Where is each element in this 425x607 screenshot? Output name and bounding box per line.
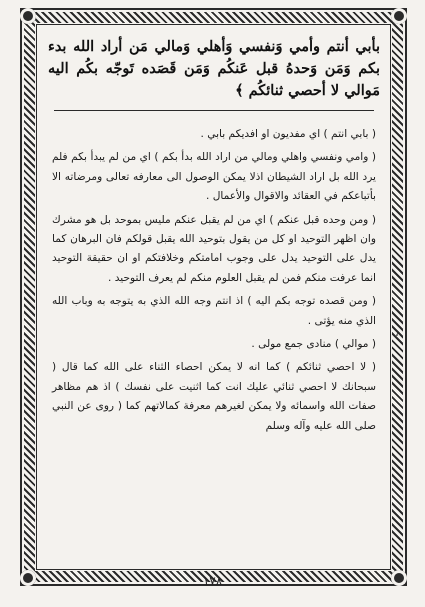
- section-divider: [54, 110, 374, 111]
- page-content: [48, 36, 380, 440]
- commentary-paragraph: ( وامي ونفسي واهلي ومالي من اراد الله بدأ بكم ) اي من لم يبدأ بكم فلم يرد الله بل اراد الشيطان اذلا يمكن الوصول الى معارفه تعالى ومرضاته الا بأتباعكم في العقائد والاقوال والأعمال .: [52, 151, 376, 203]
- commentary-paragraph: ( ومن وحده قبل عنكم ) اي من لم يقبل عنكم مليس بموحد بل هو مشرك وان اظهر التوحيد او كل من يقول بتوحيد الله يقبل قولكم فان البرهان كما يدل على التوحيد يدل على وجوب امامتكم وخلافتكم او ان حقيقة التوحيد انما عرفت منكم فمن لم يقبل العلوم منكم لم يعرف التوحيد .: [52, 213, 376, 284]
- corner-ornament-top-right: [391, 8, 407, 24]
- quoted-text: بأبي أنتم وأمي وَنفسي وَأهلي وَمالي مَن أراد الله بدء بكم وَمَن وَحدهُ قبل عَنكُم وَمَن قَصَده تَوجّه بكُم اليه مَوالي لا أحصي ثنائكُم ﴾: [48, 38, 380, 99]
- commentary-paragraph: ( لا احصي ثنائكم ) كما انه لا يمكن احصاء الثناء على الله كما قال ( سبحانك لا احصي ثنائي عليك انت كما اثنيت على نفسك ) اذ هم مظاهر صفات الله واسمائه ولا يمكن لغيرهم معرفة كمالاتهم كما ( روى عن النبي صلى الله عليه وآله وسلم: [52, 361, 376, 432]
- page-number: ١٧٨: [202, 574, 223, 588]
- commentary-paragraph: ( ومن قصده توجه بكم اليه ) اذ انتم وجه الله الذي به يتوجه به وباب الله الذي منه يؤتى .: [52, 295, 376, 327]
- corner-ornament-top-left: [20, 8, 36, 24]
- commentary-paragraph: ( موالي ) منادى جمع مولى .: [251, 338, 376, 351]
- commentary-paragraph: ( بابي انتم ) اي مفديون او افديكم بابي .: [200, 128, 376, 140]
- margin-mark: ،: [395, 325, 399, 339]
